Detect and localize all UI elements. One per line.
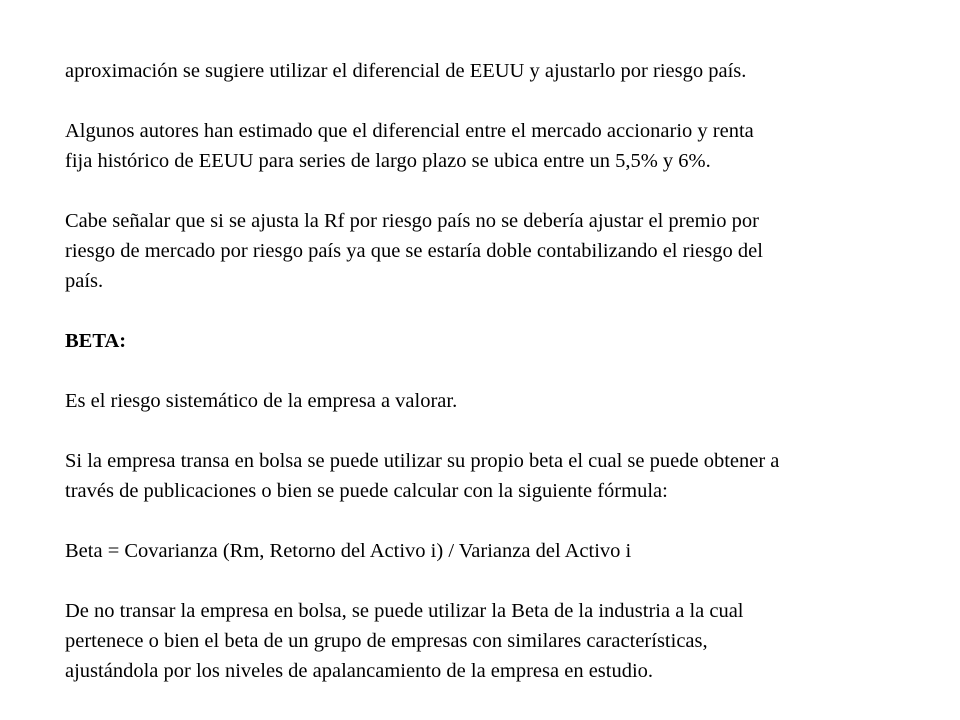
paragraph-cabe-senalar [65,206,915,296]
text-line: Algunos autores han estimado que el diferencial entre el mercado accionario y renta [65,120,754,142]
text-line: pertenece o bien el beta de un grupo de empresas con similares características, [65,630,708,652]
paragraph-transa-bolsa [65,446,915,506]
text-line: aproximación se sugiere utilizar el diferencial de EEUU y ajustarlo por riesgo país. [65,60,747,82]
text-line: través de publicaciones o bien se puede calcular con la siguiente fórmula: [65,480,668,502]
paragraph-spacer [65,566,915,596]
paragraph-spacer [65,506,915,536]
paragraph-spacer [65,296,915,326]
text-line: fija histórico de EEUU para series de largo plazo se ubica entre un 5,5% y 6%. [65,150,711,172]
paragraph-riesgo-sistematico [65,386,915,416]
paragraph-diferencial-eeuu [65,56,915,86]
beta-formula: Beta = Covarianza (Rm, Retorno del Activo i) / Varianza del Activo i [65,540,632,562]
section-heading-beta: BETA: [65,330,127,352]
paragraph-spacer [65,416,915,446]
text-line: Si la empresa transa en bolsa se puede utilizar su propio beta el cual se puede obtener a [65,450,780,472]
paragraph-spacer [65,176,915,206]
document-page [65,56,915,686]
text-line: Cabe señalar que si se ajusta la Rf por riesgo país no se debería ajustar el premio por [65,210,759,232]
text-line: país. [65,270,104,292]
text-line: De no transar la empresa en bolsa, se puede utilizar la Beta de la industria a la cual [65,600,744,622]
paragraph-spacer [65,86,915,116]
paragraph-autores [65,116,915,176]
text-line: Es el riesgo sistemático de la empresa a valorar. [65,390,458,412]
text-line: riesgo de mercado por riesgo país ya que se estaría doble contabilizando el riesgo del [65,240,763,262]
paragraph-spacer [65,356,915,386]
paragraph-no-transar [65,596,915,686]
text-line: ajustándola por los niveles de apalancamiento de la empresa en estudio. [65,660,654,682]
